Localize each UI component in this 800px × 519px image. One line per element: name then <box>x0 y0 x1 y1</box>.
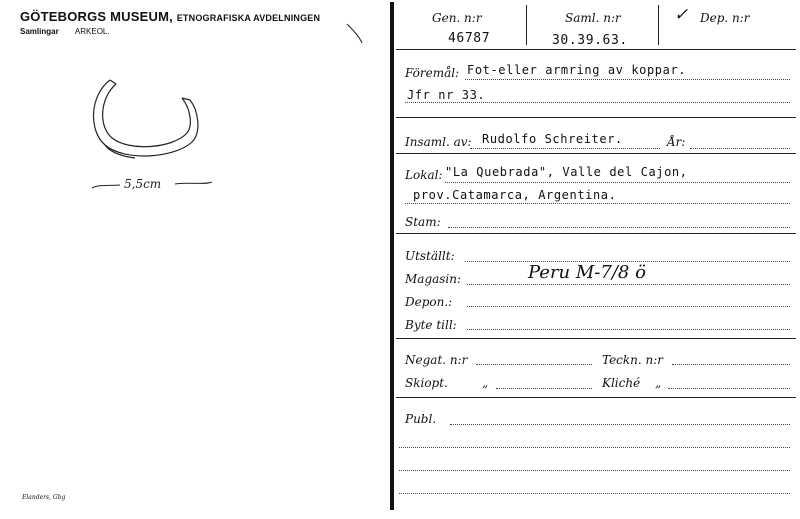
dotted-rule <box>668 388 790 389</box>
lokal-value: "La Quebrada", Valle del Cajon, <box>445 165 688 179</box>
insaml-label: Insaml. av: <box>405 135 472 149</box>
saml-number-label: Saml. n:r <box>565 11 621 25</box>
printer-credit: Elanders, Gbg <box>22 494 66 501</box>
foremal-value: Fot-eller armring av koppar. <box>467 63 687 77</box>
check-mark: ✓ <box>674 5 689 25</box>
section-line <box>396 153 796 154</box>
gen-number-label: Gen. n:r <box>432 11 482 25</box>
magasin-value: Peru M-7/8 ö <box>528 262 646 283</box>
kliche-ditto: „ <box>655 376 662 390</box>
depon-label: Depon.: <box>405 295 453 309</box>
museum-name: GÖTEBORGS MUSEUM, <box>20 9 173 24</box>
field-separator <box>526 5 527 45</box>
section-line <box>396 233 796 234</box>
collection-label: Samlingar <box>20 27 59 36</box>
dotted-rule <box>496 388 592 389</box>
dotted-rule <box>690 148 790 149</box>
byte-label: Byte till: <box>405 318 457 332</box>
ring-drawing <box>94 80 198 158</box>
dotted-rule <box>399 447 790 448</box>
saml-number-value: 30.39.63. <box>552 33 628 48</box>
section-line <box>396 117 796 118</box>
ring-sketch <box>80 60 230 200</box>
measurement-label: 5,5cm <box>124 177 162 191</box>
dotted-rule <box>465 79 790 80</box>
teckn-label: Teckn. n:r <box>602 353 664 367</box>
ar-label: År: <box>667 135 686 149</box>
utstallt-label: Utställt: <box>405 249 455 263</box>
lokal-value-cont: prov.Catamarca, Argentina. <box>413 188 617 202</box>
arkeol-label: ARKEOL. <box>74 27 110 36</box>
foremal-value-cont: Jfr nr 33. <box>407 88 486 102</box>
section-line <box>396 397 796 398</box>
dotted-rule <box>405 102 790 103</box>
dotted-rule <box>672 364 790 365</box>
kliche-label: Kliché <box>602 376 641 390</box>
card-divider <box>390 2 394 510</box>
department-name: ETNOGRAFISKA AVDELNINGEN <box>176 13 321 23</box>
insaml-value: Rudolfo Schreiter. <box>482 132 623 146</box>
skiopt-ditto: „ <box>482 376 489 390</box>
foremal-label: Föremål: <box>405 66 460 80</box>
dotted-rule <box>467 284 790 285</box>
section-line <box>396 49 796 50</box>
corner-mark <box>345 22 365 46</box>
dotted-rule <box>450 424 790 425</box>
dotted-rule <box>476 364 592 365</box>
lokal-label: Lokal: <box>405 168 443 182</box>
dotted-rule <box>399 493 790 494</box>
dotted-rule <box>470 148 660 149</box>
publ-label: Publ. <box>405 412 437 426</box>
dotted-rule <box>467 329 790 330</box>
dotted-rule <box>405 203 790 204</box>
section-line <box>396 338 796 339</box>
collection-line <box>20 27 110 36</box>
museum-title <box>20 9 320 24</box>
gen-number-value: 46787 <box>448 31 491 46</box>
skiopt-label: Skiopt. <box>405 376 448 390</box>
stam-label: Stam: <box>405 215 441 229</box>
magasin-label: Magasin: <box>405 272 462 286</box>
dep-number-label: Dep. n:r <box>700 11 750 25</box>
dotted-rule <box>448 227 790 228</box>
field-separator <box>658 5 659 45</box>
negat-label: Negat. n:r <box>405 353 468 367</box>
dotted-rule <box>399 470 790 471</box>
dotted-rule <box>445 182 790 183</box>
dotted-rule <box>467 306 790 307</box>
